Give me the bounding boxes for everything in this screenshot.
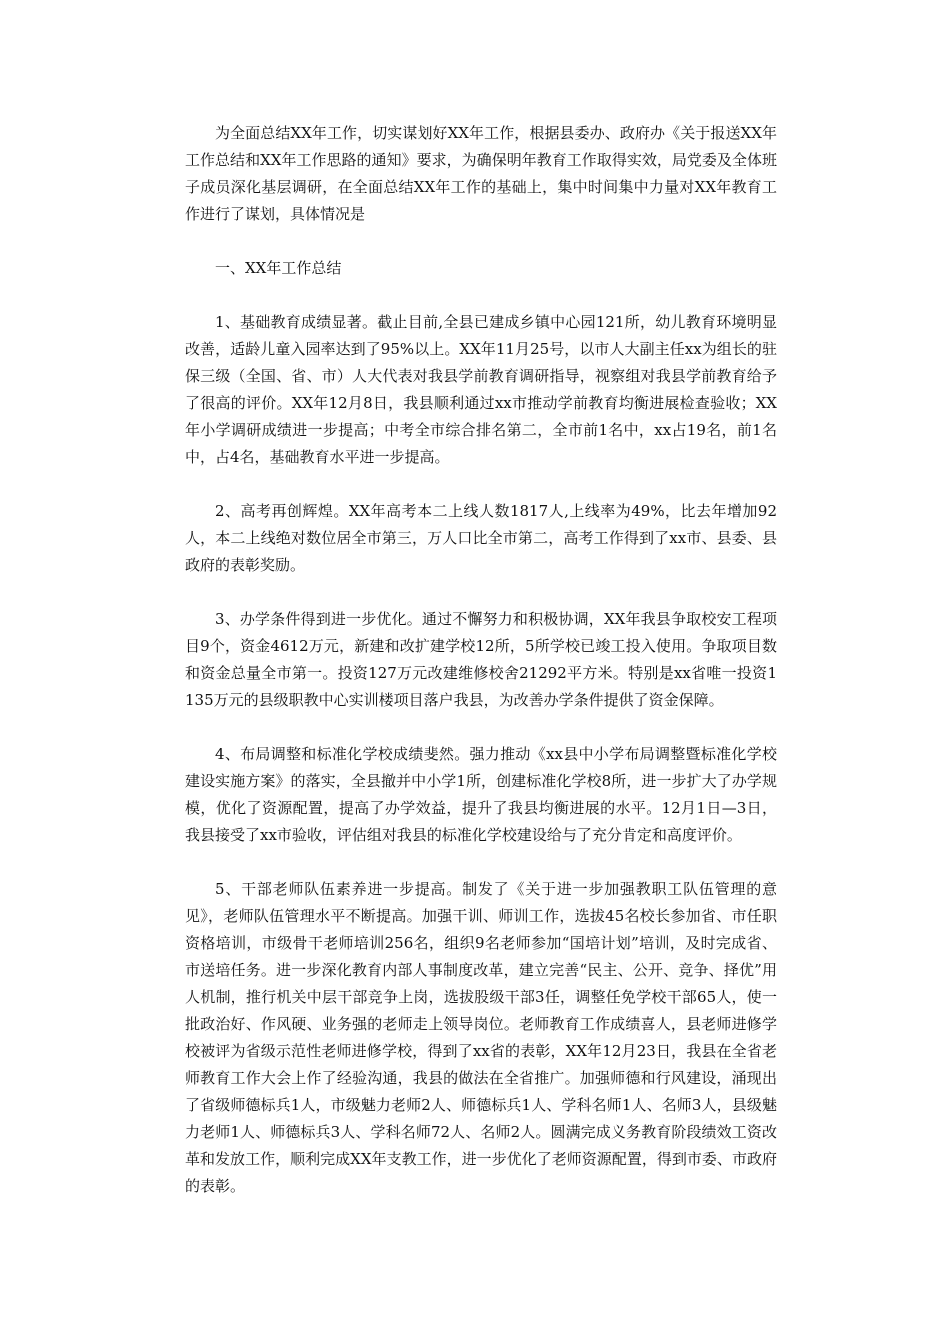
item-paragraph-4: 4、布局调整和标准化学校成绩斐然。强力推动《xx县中小学布局调整暨标准化学校建设实施方案》的落实，全县撤并中小学1所，创建标准化学校8所，进一步扩大了办学规模，优化了资源配置，提高了办学效益，提升了我县均衡进展的水平。12月1日—3日，我县接受了xx市验收，评估组对我县的标准化学校建设给与了充分肯定和高度评价。 bbox=[185, 745, 777, 844]
item-paragraph-5: 5、干部老师队伍素养进一步提高。制发了《关于进一步加强教职工队伍管理的意见》，老师队伍管理水平不断提高。加强干训、师训工作，选拔45名校长参加省、市任职资格培训，市级骨干老师培训256名，组织9名老师参加“国培计划”培训，及时完成省、市送培任务。进一步深化教育内部人事制度改革，建立完善“民主、公开、竞争、择优”用人机制，推行机关中层干部竞争上岗，选拔股级干部3任，调整任免学校干部65人，使一批政治好、作风硬、业务强的老师走上领导岗位。老师教育工作成绩喜人，县老师进修学校被评为省级示范性老师进修学校，得到了xx省的表彰，XX年12月23日，我县在全省老师教育工作大会上作了经验沟通，我县的做法在全省推广。加强师德和行风建设，涌现出了省级师德标兵1人，市级魅力老师2人、师德标兵1人、学科名师1人、名师3人，县级魅力老师1人、师德标兵3人、学科名师72人、名师2人。圆满完成义务教育阶段绩效工资改革和发放工作，顺利完成XX年支教工作，进一步优化了老师资源配置，得到市委、市政府的表彰。 bbox=[185, 880, 777, 1195]
document-body bbox=[185, 120, 777, 1227]
intro-paragraph: 为全面总结XX年工作，切实谋划好XX年工作，根据县委办、政府办《关于报送XX年工作总结和XX年工作思路的通知》要求，为确保明年教育工作取得实效，局党委及全体班子成员深化基层调研，在全面总结XX年工作的基础上，集中时间集中力量对XX年教育工作进行了谋划，具体情况是 bbox=[185, 124, 777, 223]
item-paragraph-2: 2、高考再创辉煌。XX年高考本二上线人数1817人,上线率为49%，比去年增加92人，本二上线绝对数位居全市第三，万人口比全市第二，高考工作得到了xx市、县委、县政府的表彰奖励。 bbox=[185, 502, 777, 574]
item-paragraph-1: 1、基础教育成绩显著。截止目前,全县已建成乡镇中心园121所，幼儿教育环境明显改善，适龄儿童入园率达到了95%以上。XX年11月25号，以市人大副主任xx为组长的驻保三级（全国、省、市）人大代表对我县学前教育调研指导，视察组对我县学前教育给予了很高的评价。XX年12月8日，我县顺利通过xx市推动学前教育均衡进展检查验收；XX年小学调研成绩进一步提高；中考全市综合排名第二，全市前1名中，xx占19名，前1名中，占4名，基础教育水平进一步提高。 bbox=[185, 313, 777, 466]
item-paragraph-3: 3、办学条件得到进一步优化。通过不懈努力和积极协调，XX年我县争取校安工程项目9个，资金4612万元，新建和改扩建学校12所，5所学校已竣工投入使用。争取项目数和资金总量全市第一。投资127万元改建维修校舍21292平方米。特别是xx省唯一投资1135万元的县级职教中心实训楼项目落户我县，为改善办学条件提供了资金保障。 bbox=[185, 610, 777, 709]
section-heading: 一、XX年工作总结 bbox=[215, 259, 342, 277]
